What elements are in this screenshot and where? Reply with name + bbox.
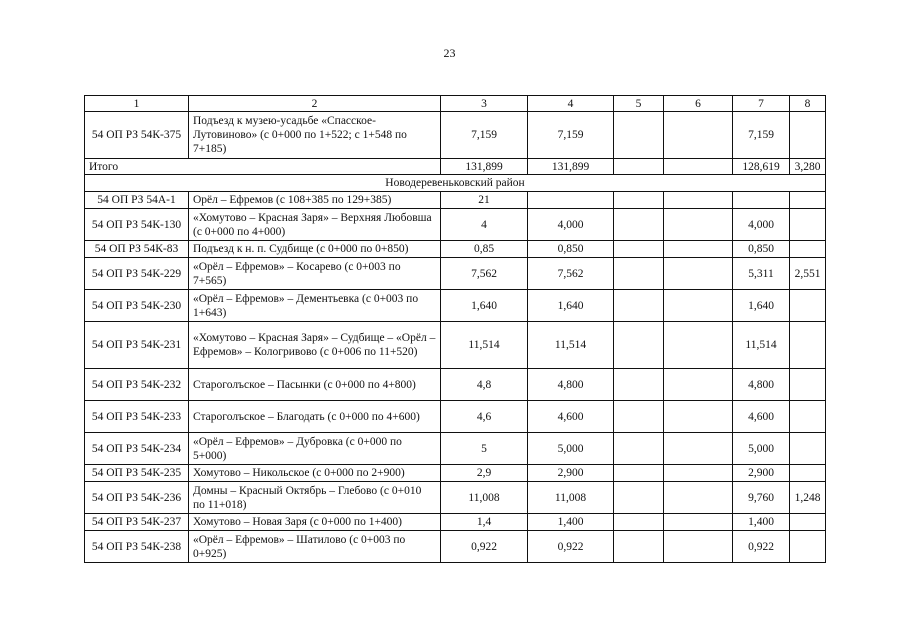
page-number: 23: [443, 46, 456, 60]
cell-value: [790, 112, 826, 159]
road-code: 54 ОП РЗ 54К-375: [85, 112, 189, 159]
road-code: 54 ОП РЗ 54К-234: [85, 433, 189, 465]
cell-value: [614, 159, 664, 175]
cell-value: [614, 401, 664, 433]
cell-value: 2,900: [733, 465, 790, 482]
cell-value: 11,514: [441, 322, 528, 369]
cell-value: 1,400: [733, 514, 790, 531]
cell-value: [614, 514, 664, 531]
column-number: 6: [664, 96, 733, 112]
cell-value: 131,899: [441, 159, 528, 175]
cell-value: 2,9: [441, 465, 528, 482]
cell-value: [614, 531, 664, 563]
cell-value: [733, 192, 790, 209]
table-row: [85, 369, 826, 401]
cell-value: [664, 159, 733, 175]
road-name: «Орёл – Ефремов» – Косарево (с 0+003 по 7+565): [189, 258, 441, 290]
cell-value: [664, 209, 733, 241]
cell-value: 21: [441, 192, 528, 209]
cell-value: 7,159: [733, 112, 790, 159]
cell-value: 7,562: [528, 258, 614, 290]
cell-value: [790, 465, 826, 482]
cell-value: 0,85: [441, 241, 528, 258]
cell-value: 1,4: [441, 514, 528, 531]
cell-value: [664, 290, 733, 322]
column-number: 3: [441, 96, 528, 112]
cell-value: [614, 258, 664, 290]
table-row: [85, 241, 826, 258]
table-row: [85, 192, 826, 209]
table-row: [85, 433, 826, 465]
road-code: 54 ОП РЗ 54К-237: [85, 514, 189, 531]
table-row: [85, 112, 826, 159]
column-number: 1: [85, 96, 189, 112]
road-code: 54 ОП РЗ 54К-231: [85, 322, 189, 369]
table-row: [85, 482, 826, 514]
cell-value: [614, 322, 664, 369]
cell-value: [664, 241, 733, 258]
column-number: 2: [189, 96, 441, 112]
road-code: 54 ОП РЗ 54К-233: [85, 401, 189, 433]
cell-value: [790, 531, 826, 563]
cell-value: 0,850: [528, 241, 614, 258]
road-name: «Хомутово – Красная Заря» – Судбище – «Орёл – Ефремов» – Кологривово (с 0+006 по 11+520): [189, 322, 441, 369]
cell-value: [790, 369, 826, 401]
cell-value: [614, 241, 664, 258]
cell-value: 4,000: [528, 209, 614, 241]
cell-value: [664, 192, 733, 209]
section-row: [85, 175, 826, 192]
cell-value: 4,600: [528, 401, 614, 433]
cell-value: [664, 322, 733, 369]
cell-value: 0,922: [733, 531, 790, 563]
cell-value: [790, 290, 826, 322]
cell-value: 9,760: [733, 482, 790, 514]
cell-value: [664, 401, 733, 433]
road-name: Хомутово – Новая Заря (с 0+000 по 1+400): [189, 514, 441, 531]
table-row: [85, 465, 826, 482]
column-number: 7: [733, 96, 790, 112]
road-code: 54 ОП РЗ 54К-238: [85, 531, 189, 563]
road-code: 54 ОП РЗ 54К-83: [85, 241, 189, 258]
table-row: [85, 290, 826, 322]
total-label: Итого: [85, 159, 441, 175]
cell-value: 4,800: [528, 369, 614, 401]
road-name: Подъезд к музею-усадьбе «Спасское-Лутовиново» (с 0+000 по 1+522; с 1+548 по 7+185): [189, 112, 441, 159]
cell-value: 3,280: [790, 159, 826, 175]
cell-value: [790, 514, 826, 531]
table-row: [85, 258, 826, 290]
cell-value: 1,640: [441, 290, 528, 322]
cell-value: 7,159: [528, 112, 614, 159]
total-row: [85, 159, 826, 175]
road-code: 54 ОП РЗ 54К-230: [85, 290, 189, 322]
column-number: 8: [790, 96, 826, 112]
cell-value: [528, 192, 614, 209]
road-code: 54 ОП РЗ 54К-130: [85, 209, 189, 241]
cell-value: 131,899: [528, 159, 614, 175]
cell-value: 4,8: [441, 369, 528, 401]
road-name: Орёл – Ефремов (с 108+385 по 129+385): [189, 192, 441, 209]
cell-value: 1,248: [790, 482, 826, 514]
road-rows: [85, 192, 826, 563]
road-name: «Орёл – Ефремов» – Шатилово (с 0+003 по 0+925): [189, 531, 441, 563]
cell-value: 2,551: [790, 258, 826, 290]
road-name: Староголъское – Пасынки (с 0+000 по 4+800): [189, 369, 441, 401]
cell-value: 5: [441, 433, 528, 465]
cell-value: 4,600: [733, 401, 790, 433]
table-row: [85, 514, 826, 531]
cell-value: [614, 465, 664, 482]
cell-value: [614, 290, 664, 322]
road-name: Староголъское – Благодать (с 0+000 по 4+600): [189, 401, 441, 433]
cell-value: [664, 369, 733, 401]
cell-value: [614, 433, 664, 465]
cell-value: [664, 465, 733, 482]
cell-value: [614, 112, 664, 159]
cell-value: 11,008: [528, 482, 614, 514]
cell-value: [664, 258, 733, 290]
roads-table: [84, 95, 826, 563]
road-name: «Орёл – Ефремов» – Дементьевка (с 0+003 по 1+643): [189, 290, 441, 322]
road-name: Подъезд к н. п. Судбище (с 0+000 по 0+850): [189, 241, 441, 258]
cell-value: 0,850: [733, 241, 790, 258]
table-row: [85, 322, 826, 369]
road-name: Хомутово – Никольское (с 0+000 по 2+900): [189, 465, 441, 482]
cell-value: [790, 192, 826, 209]
cell-value: 4,6: [441, 401, 528, 433]
road-name: Домны – Красный Октябрь – Глебово (с 0+010 по 11+018): [189, 482, 441, 514]
cell-value: [614, 192, 664, 209]
cell-value: [790, 322, 826, 369]
cell-value: 0,922: [441, 531, 528, 563]
section-title: Новодеревеньковский район: [85, 175, 826, 192]
cell-value: 0,922: [528, 531, 614, 563]
cell-value: [664, 482, 733, 514]
road-name: «Хомутово – Красная Заря» – Верхняя Любовша (с 0+000 по 4+000): [189, 209, 441, 241]
cell-value: 1,640: [528, 290, 614, 322]
cell-value: 11,008: [441, 482, 528, 514]
road-code: 54 ОП РЗ 54К-236: [85, 482, 189, 514]
cell-value: 7,159: [441, 112, 528, 159]
cell-value: [664, 112, 733, 159]
cell-value: 1,640: [733, 290, 790, 322]
table-row: [85, 209, 826, 241]
cell-value: [790, 401, 826, 433]
cell-value: [664, 514, 733, 531]
road-code: 54 ОП РЗ 54А-1: [85, 192, 189, 209]
cell-value: 11,514: [733, 322, 790, 369]
cell-value: [614, 369, 664, 401]
cell-value: 11,514: [528, 322, 614, 369]
table-row: [85, 401, 826, 433]
road-name: «Орёл – Ефремов» – Дубровка (с 0+000 по 5+000): [189, 433, 441, 465]
road-code: 54 ОП РЗ 54К-229: [85, 258, 189, 290]
road-code: 54 ОП РЗ 54К-235: [85, 465, 189, 482]
cell-value: [790, 209, 826, 241]
cell-value: [614, 209, 664, 241]
cell-value: 128,619: [733, 159, 790, 175]
column-number: 4: [528, 96, 614, 112]
cell-value: [664, 531, 733, 563]
column-number: 5: [614, 96, 664, 112]
cell-value: 4,000: [733, 209, 790, 241]
road-code: 54 ОП РЗ 54К-232: [85, 369, 189, 401]
cell-value: 1,400: [528, 514, 614, 531]
cell-value: [614, 482, 664, 514]
cell-value: 5,000: [733, 433, 790, 465]
cell-value: 7,562: [441, 258, 528, 290]
cell-value: 4,800: [733, 369, 790, 401]
cell-value: 4: [441, 209, 528, 241]
cell-value: [790, 241, 826, 258]
cell-value: 5,311: [733, 258, 790, 290]
cell-value: 5,000: [528, 433, 614, 465]
table-row: [85, 531, 826, 563]
column-number-row: [85, 96, 826, 112]
cell-value: [664, 433, 733, 465]
cell-value: [790, 433, 826, 465]
cell-value: 2,900: [528, 465, 614, 482]
